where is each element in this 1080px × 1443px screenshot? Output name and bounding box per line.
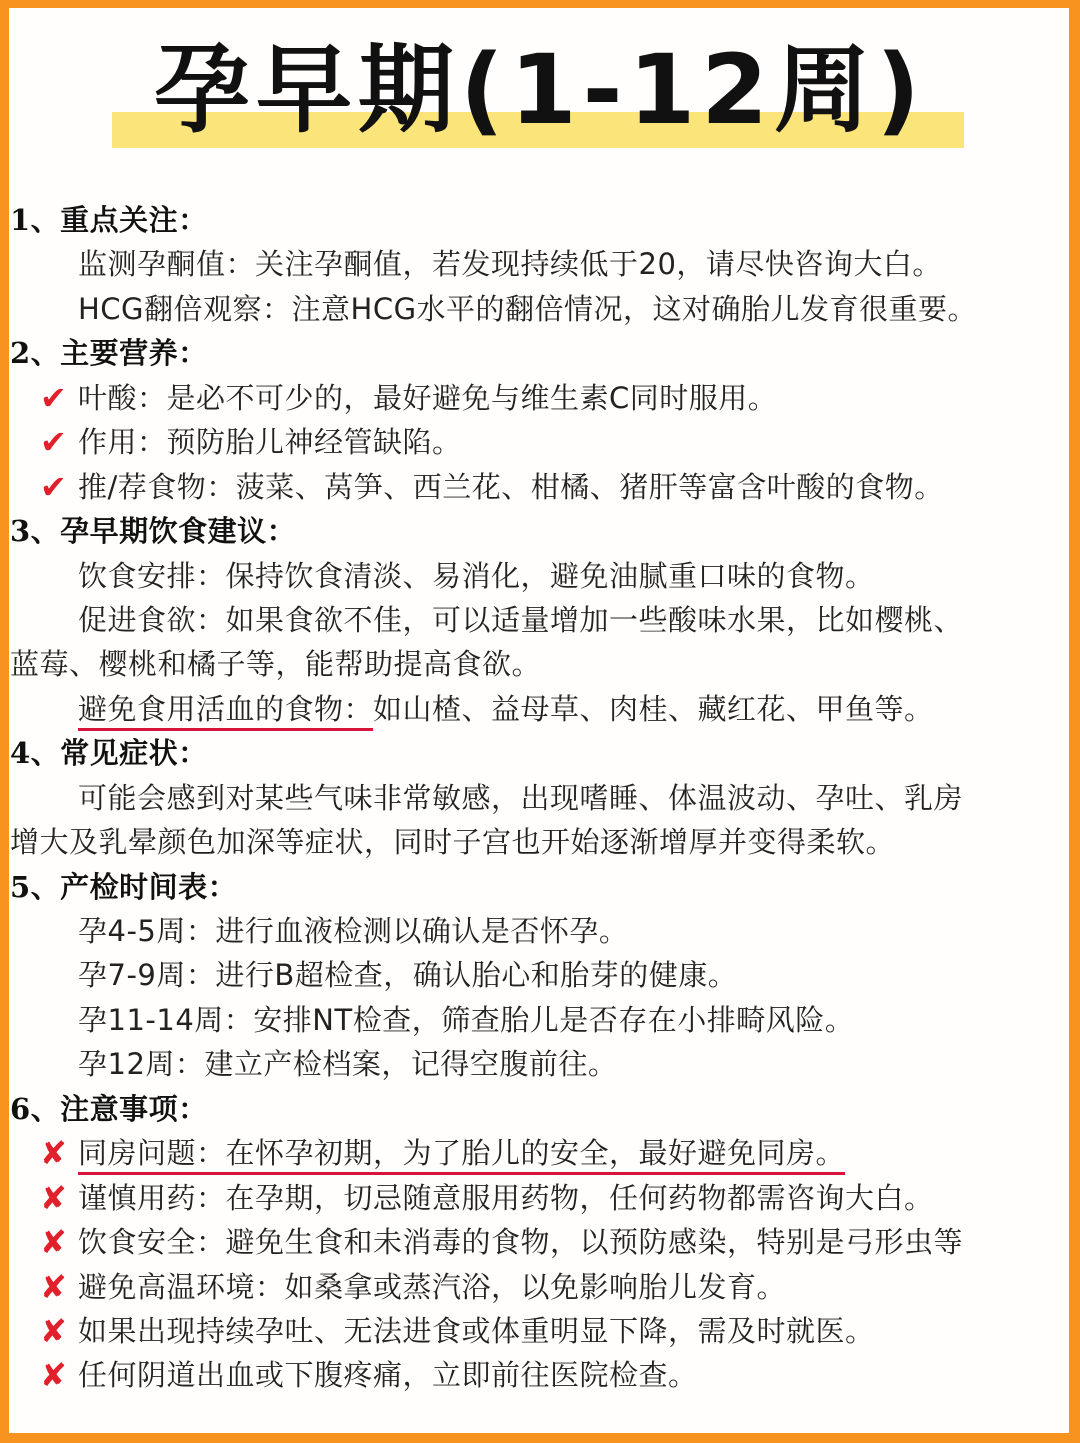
item-text: 注意HCG水平的翻倍情况，这对确胎儿发育很重要。 xyxy=(291,291,978,326)
item-label: 推/荐食物： xyxy=(78,469,236,504)
item-label: 作用： xyxy=(78,425,167,460)
item-text: 如果出现持续孕吐、无法进食或体重明显下降，需及时就医。 xyxy=(78,1313,875,1348)
item-text: 进行B超检查，确认胎心和胎芽的健康。 xyxy=(215,958,738,993)
item-text: 在怀孕初期，为了胎儿的安全，最好避免同房。 xyxy=(225,1136,846,1171)
item-text: 避免生食和未消毒的食物，以预防感染，特别是弓形虫等 xyxy=(225,1225,964,1260)
list-item-continuation: 增大及乳晕颜色加深等症状，同时子宫也开始逐渐增厚并变得柔软。 xyxy=(10,825,896,860)
list-item xyxy=(0,1042,1080,1086)
list-item xyxy=(0,242,1080,286)
check-icon: ✔ xyxy=(40,423,68,462)
list-item: 可能会感到对某些气味非常敏感，出现嗜睡、体温波动、孕吐、乳房 xyxy=(78,780,964,815)
list-item xyxy=(0,1220,1080,1264)
list-item xyxy=(0,1309,1080,1353)
item-text: 保持饮食清淡、易消化，避免油腻重口味的食物。 xyxy=(225,558,875,593)
cross-icon: ✘ xyxy=(40,1223,68,1262)
item-label: 孕4-5周： xyxy=(78,914,216,948)
section-heading: 4、常见症状： xyxy=(10,736,208,771)
item-text: 预防胎儿神经管缺陷。 xyxy=(166,425,462,460)
item-label: 孕11-14周： xyxy=(78,1002,254,1037)
section-heading: 6、注意事项： xyxy=(10,1091,208,1126)
item-text: 菠菜、莴笋、西兰花、柑橘、猪肝等富含叶酸的食物。 xyxy=(235,469,944,504)
item-text: 关注孕酮值，若发现持续低于20，请尽快咨询大白。 xyxy=(255,247,942,282)
list-item xyxy=(0,465,1080,509)
page-title: 孕早期(1-12周) xyxy=(154,34,926,146)
list-item xyxy=(0,287,1080,331)
cross-icon: ✘ xyxy=(40,1267,68,1306)
underlined-text xyxy=(78,1136,845,1175)
item-label: HCG翻倍观察： xyxy=(78,291,292,326)
item-text: 安排NT检查，筛查胎儿是否存在小排畸风险。 xyxy=(253,1002,855,1037)
item-text: 在孕期，切忌随意服用药物，任何药物都需咨询大白。 xyxy=(225,1180,934,1215)
item-text: 任何阴道出血或下腹疼痛，立即前往医院检查。 xyxy=(78,1358,698,1393)
section-heading: 3、孕早期饮食建议： xyxy=(10,514,297,549)
list-item xyxy=(0,998,1080,1042)
content xyxy=(0,198,1080,1398)
cross-icon: ✘ xyxy=(40,1178,68,1217)
list-item xyxy=(0,1265,1080,1309)
list-item xyxy=(0,554,1080,598)
item-text: 是必不可少的，最好避免与维生素C同时服用。 xyxy=(166,380,778,415)
cross-icon: ✘ xyxy=(40,1134,68,1173)
list-item xyxy=(0,1353,1080,1397)
item-label: 避免高温环境： xyxy=(78,1269,285,1304)
item-label: 监测孕酮值： xyxy=(78,247,256,282)
item-label: 谨慎用药： xyxy=(78,1180,226,1215)
list-item xyxy=(0,687,1080,731)
list-item xyxy=(0,376,1080,420)
section-heading: 2、主要营养： xyxy=(10,336,208,371)
item-text: 进行血液检测以确认是否怀孕。 xyxy=(215,914,629,948)
item-label: 饮食安排： xyxy=(78,558,226,593)
cross-icon: ✘ xyxy=(40,1356,68,1395)
item-text: 如果食欲不佳，可以适量增加一些酸味水果，比如樱桃、 xyxy=(225,602,964,637)
item-label-underlined: 避免食用活血的食物： xyxy=(78,692,373,731)
list-item xyxy=(0,1131,1080,1175)
list-item xyxy=(0,909,1080,953)
item-label: 孕12周： xyxy=(78,1047,205,1082)
cross-icon: ✘ xyxy=(40,1311,68,1350)
item-label: 同房问题： xyxy=(78,1136,226,1171)
list-item-continuation: 蓝莓、樱桃和橘子等，能帮助提高食欲。 xyxy=(10,647,542,682)
item-label: 孕7-9周： xyxy=(78,958,216,993)
item-label: 促进食欲： xyxy=(78,602,226,637)
title-banner xyxy=(0,20,1080,160)
item-label: 叶酸： xyxy=(78,380,167,415)
item-text: 如桑拿或蒸汽浴，以免影响胎儿发育。 xyxy=(284,1269,787,1304)
list-item xyxy=(0,1176,1080,1220)
item-text: 如山楂、益母草、肉桂、藏红花、甲鱼等。 xyxy=(373,691,934,726)
section-heading: 1、重点关注： xyxy=(10,203,208,237)
list-item xyxy=(0,420,1080,464)
item-label: 饮食安全： xyxy=(78,1225,226,1260)
section-heading: 5、产检时间表： xyxy=(10,869,238,904)
item-text: 建立产检档案，记得空腹前往。 xyxy=(204,1047,618,1082)
check-icon: ✔ xyxy=(40,467,68,506)
list-item xyxy=(0,953,1080,997)
list-item xyxy=(0,598,1080,642)
check-icon: ✔ xyxy=(40,378,68,417)
